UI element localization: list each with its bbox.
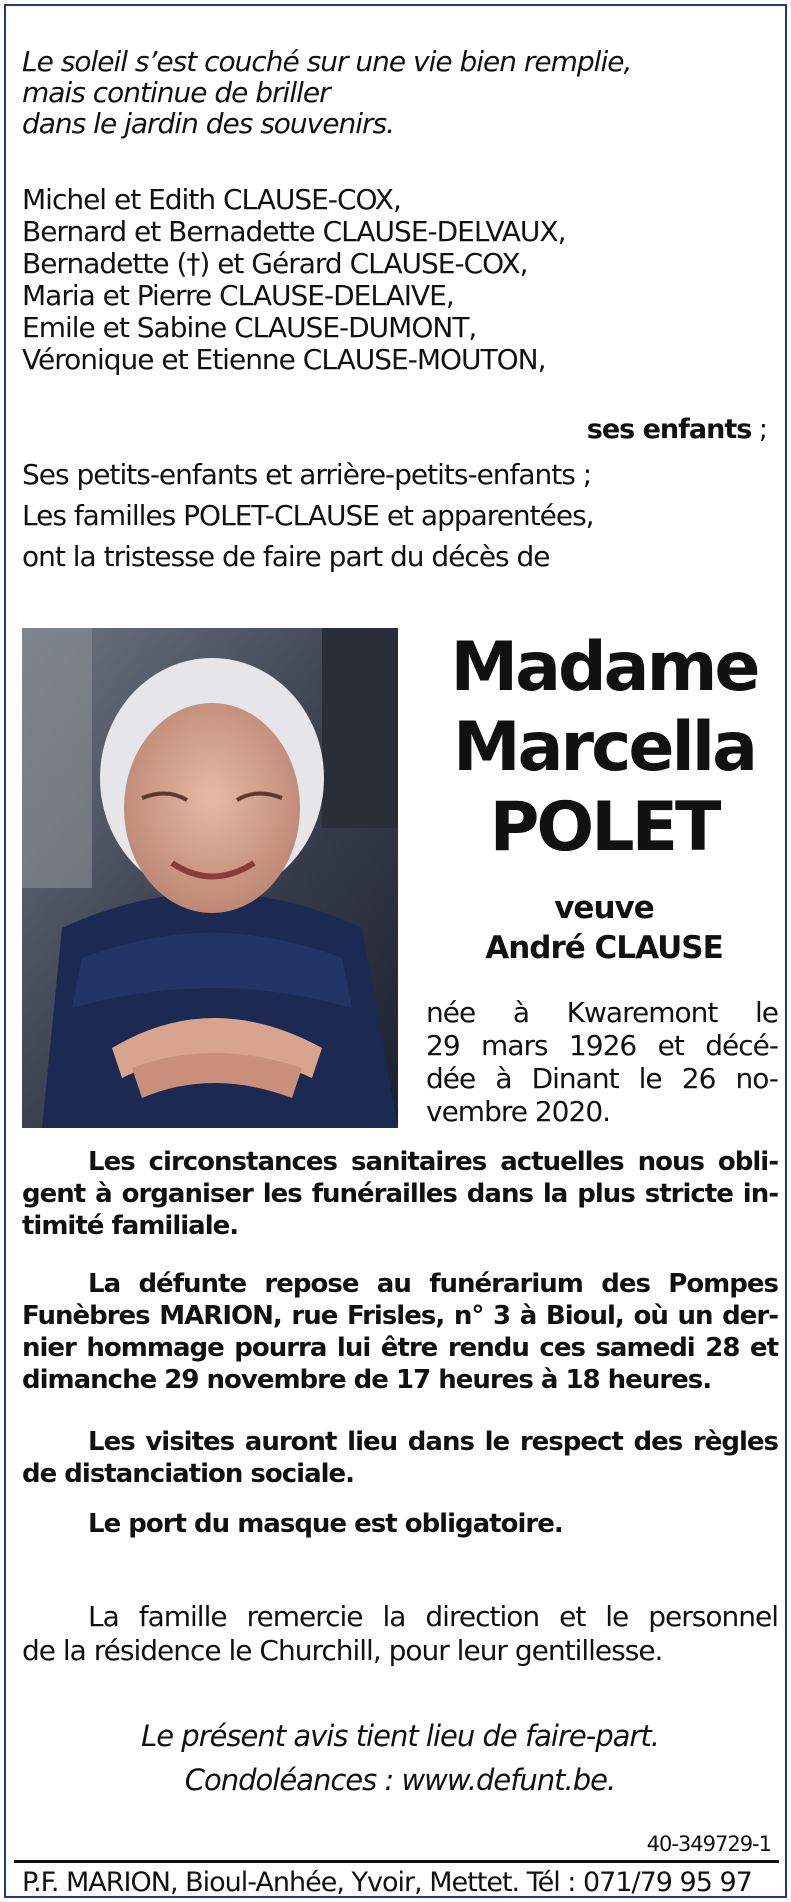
children-label-text: ses enfants [586, 414, 752, 445]
paragraph-mask [22, 1508, 778, 1540]
closing-line: Condoléances : www.defunt.be. [184, 1763, 616, 1797]
deceased-surname: POLET [489, 788, 719, 867]
child-couple: Véronique et Etienne CLAUSE-MOUTON, [22, 343, 546, 376]
children-label [587, 414, 767, 445]
birth-death-line: née à Kwaremont le [426, 996, 778, 1029]
child-couple: Bernadette (†) et Gérard CLAUSE-COX, [22, 247, 528, 280]
portrait-photo [22, 628, 398, 1128]
poem [22, 46, 631, 139]
children-list [22, 184, 565, 376]
birth-death-details [426, 996, 778, 1128]
paragraph-line: La défunte repose au funérarium des Pompes [88, 1269, 778, 1299]
deceased-first-name: Marcella [452, 708, 756, 787]
thanks-line: La famille remercie la direction et le personnel [88, 1600, 778, 1633]
paragraph-line: nier hommage pourra lui être rendu ces samedi 28 et [22, 1333, 778, 1363]
reference-number: 40-349729-1 [646, 1832, 771, 1856]
thanks-paragraph [22, 1600, 778, 1668]
paragraph-line: timité familiale. [22, 1211, 239, 1241]
paragraph-line: dimanche 29 novembre de 17 heures à 18 heures. [22, 1365, 712, 1395]
poem-line: mais continue de briller [22, 76, 330, 109]
paragraph-line: Funèbres MARION, rue Frisles, n° 3 à Bioul, où un der- [22, 1301, 778, 1331]
birth-death-line: vembre 2020. [426, 1095, 611, 1128]
widow-label: veuve [554, 890, 654, 926]
child-couple: Bernard et Bernadette CLAUSE-DELVAUX, [22, 215, 566, 248]
birth-death-line: 29 mars 1926 et décé- [426, 1029, 778, 1062]
paragraph-sanitary [22, 1146, 778, 1242]
poem-line: Le soleil s’est couché sur une vie bien remplie, [22, 45, 632, 78]
poem-line: dans le jardin des souvenirs. [22, 107, 394, 140]
paragraph-funerarium [22, 1268, 778, 1396]
paragraph-line: gent à organiser les funérailles dans la plus stricte in- [22, 1179, 778, 1209]
paragraph-visits [22, 1426, 778, 1490]
obituary-notice [4, 4, 787, 1898]
paragraph-line: Le port du masque est obligatoire. [88, 1509, 563, 1539]
relatives-line: Ses petits-enfants et arrière-petits-enfants ; [22, 458, 592, 491]
paragraph-line: de distanciation sociale. [22, 1459, 355, 1489]
funeral-home-footer: P.F. MARION, Bioul-Anhée, Yvoir, Mettet. Tél : 071/79 95 97 [22, 1867, 752, 1898]
relatives-line: ont la tristesse de faire part du décès de [22, 540, 550, 573]
child-couple: Maria et Pierre CLAUSE-DELAIVE, [22, 279, 454, 312]
relatives-line: Les familles POLET-CLAUSE et apparentées, [22, 499, 594, 532]
footer-divider [14, 1860, 779, 1863]
birth-death-line: dée à Dinant le 26 no- [426, 1062, 778, 1095]
relatives-list [22, 454, 594, 577]
paragraph-line: Les circonstances sanitaires actuelles nous obli- [88, 1147, 778, 1177]
children-label-punct: ; [751, 414, 767, 445]
child-couple: Emile et Sabine CLAUSE-DUMONT, [22, 311, 477, 344]
spouse-name: André CLAUSE [485, 930, 723, 966]
paragraph-line: Les visites auront lieu dans le respect des règles [88, 1427, 778, 1457]
deceased-title: Madame [450, 628, 758, 707]
closing-note [22, 1714, 778, 1802]
closing-line: Le présent avis tient lieu de faire-part. [141, 1719, 659, 1753]
child-couple: Michel et Edith CLAUSE-COX, [22, 183, 401, 216]
thanks-line: de la résidence le Churchill, pour leur gentillesse. [22, 1634, 663, 1667]
